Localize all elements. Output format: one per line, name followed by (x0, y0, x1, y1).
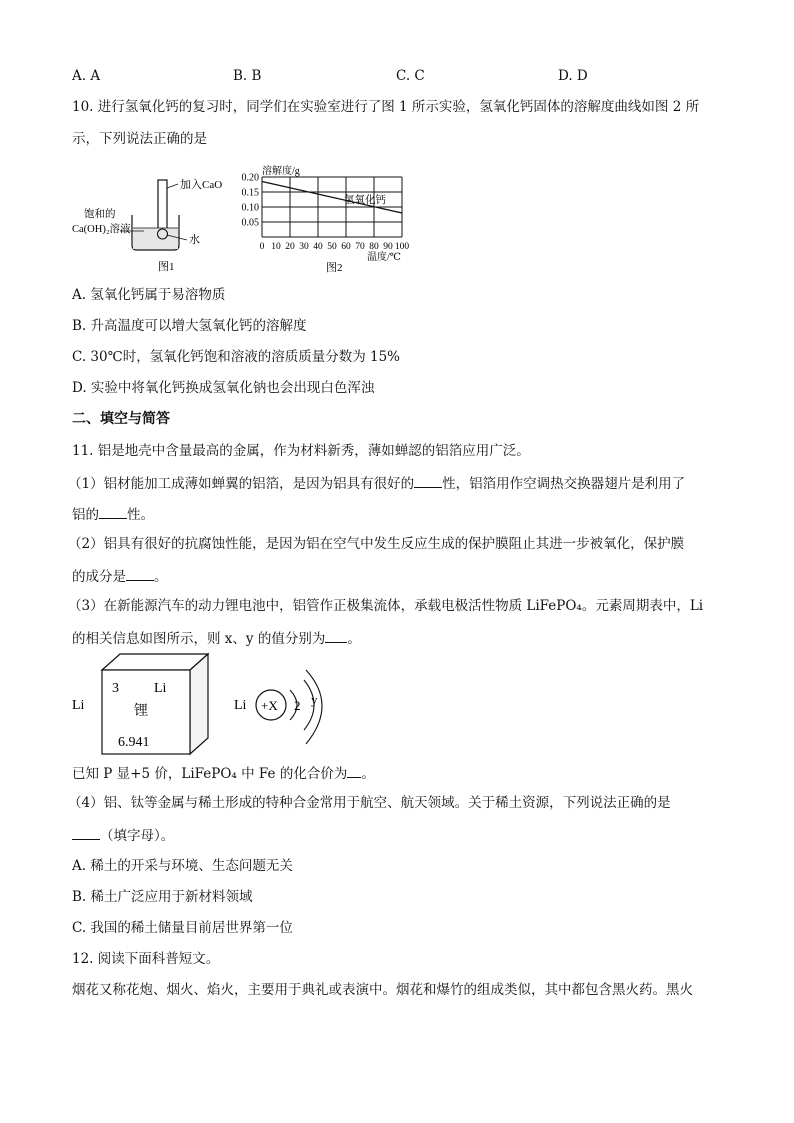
x-tick-label: 70 (355, 242, 365, 252)
answer-blank-5[interactable] (347, 763, 361, 778)
section-title: 二、填空与简答 (72, 411, 170, 427)
fig1-solution-label-2: Ca(OH)₂溶液 (72, 224, 131, 235)
atom-side-label: Li (234, 698, 247, 713)
fig1-caption: 图1 (158, 261, 175, 273)
chart-ylabel: 溶解度/g (262, 166, 300, 177)
x-tick-label: 30 (299, 242, 309, 252)
x-tick-label: 80 (369, 242, 379, 252)
x-tick-label: 50 (327, 242, 337, 252)
element-number: 3 (112, 681, 119, 696)
x-tick-label: 60 (341, 242, 351, 252)
chart-y-ticks (242, 173, 260, 229)
fig1-solution-label-1: 饱和的 (84, 209, 116, 220)
x-tick-label: 100 (394, 242, 410, 252)
q11-stem: 11. 铝是地壳中含量最高的金属，作为材料新秀，薄如蝉認的铝箔应用广泛。 (72, 443, 530, 459)
chart-xlabel: 温度/℃ (367, 252, 401, 263)
atom-nucleus-charge: +X (261, 698, 278, 713)
answer-blank-4[interactable] (325, 628, 347, 643)
option-c-prev: C. C (396, 68, 425, 84)
q10-option-d: D. 实验中将氧化钙换成氢氧化钠也会出现白色浑浊 (72, 380, 375, 396)
q11-part4-line2: （填字母）。 (72, 825, 174, 845)
element-symbol: Li (154, 681, 167, 696)
x-tick-label: 20 (285, 242, 295, 252)
fig1-water-label: 水 (189, 234, 200, 246)
q10-stem-line1: 10. 进行氢氧化钙的复习时，同学们在实验室进行了图 1 所示实验，氢氧化钙固体的溶解度曲线如图 2 所 (72, 99, 700, 115)
figure-2-solubility-chart (230, 165, 420, 275)
q11-part3-line3: 已知 P 显+5 价，LiFePO₄ 中 Fe 的化合价为 。 (72, 763, 375, 783)
y-tick-label: 0.20 (241, 172, 259, 184)
atom-inner-electrons: 2 (294, 698, 301, 713)
fig2-caption: 图2 (326, 262, 343, 274)
element-box-side (190, 654, 208, 754)
answer-blank-1[interactable] (414, 473, 442, 488)
option-a-prev: A. A (72, 68, 101, 84)
q11-part1-line2: 铝的 性。 (72, 504, 154, 524)
figure-1-beaker (72, 160, 232, 275)
q11-part1-line1: （1）铝材能加工成薄如蝉翼的铝箔，是因为铝具有很好的 性，铝箔用作空调热交换器翅片是利用了 (68, 473, 685, 493)
q11-part2-line2: 的成分是 。 (72, 566, 168, 586)
y-tick-label: 0.10 (241, 202, 259, 214)
q11-part4-line1: （4）铝、钛等金属与稀土形成的特种合金常用于航空、航天领域。关于稀土资源，下列说法正确的是 (68, 795, 671, 811)
q12-text-line1: 烟花又称花炮、烟火、焰火，主要用于典礼或表演中。烟花和爆竹的组成类似，其中都包含黑火药。黑火 (72, 982, 693, 998)
element-mass: 6.941 (118, 735, 150, 750)
answer-blank-2[interactable] (99, 504, 127, 519)
x-tick-label: 10 (271, 242, 281, 252)
x-tick-label: 90 (383, 242, 393, 252)
q11-part3-line2: 的相关信息如图所示，则 x、y 的值分别为 。 (72, 628, 361, 648)
element-name: 锂 (134, 704, 148, 719)
q11-part4-option-b: B. 稀土广泛应用于新材料领域 (72, 889, 253, 905)
x-tick-label: 40 (313, 242, 323, 252)
q11-part3-line1: （3）在新能源汽车的动力锂电池中，铝管作正极集流体，承载电极活性物质 LiFePO₄。元素周期表中，Li (68, 598, 704, 614)
option-b-prev: B. B (233, 68, 262, 84)
q11-part2-line1: （2）铝具有很好的抗腐蚀性能，是因为铝在空气中发生反应生成的保护膜阻止其进一步被氧化，保护膜 (68, 536, 685, 552)
chart-x-ticks (260, 242, 410, 252)
q10-option-c: C. 30℃时，氢氧化钙饱和溶液的溶质质量分数为 15% (72, 349, 401, 365)
pointer-add (167, 184, 178, 188)
fig1-add-label: 加入CaO (180, 179, 223, 191)
q11-part4-option-c: C. 我国的稀土储量目前居世界第一位 (72, 920, 293, 936)
q10-option-b: B. 升高温度可以增大氢氧化钙的溶解度 (72, 318, 307, 334)
answer-blank-6[interactable] (72, 825, 100, 840)
element-side-label: Li (72, 698, 85, 713)
q10-stem-line2: 示，下列说法正确的是 (72, 131, 207, 147)
answer-blank-3[interactable] (126, 566, 154, 581)
atom-outer-electrons: y (311, 692, 318, 707)
dropper-tube (158, 180, 167, 235)
chart-series-label: 氢氧化钙 (344, 195, 386, 206)
lithium-figure (68, 652, 348, 760)
x-tick-label: 0 (259, 242, 265, 252)
option-d-prev: D. D (558, 68, 588, 84)
q10-option-a: A. 氢氧化钙属于易溶物质 (72, 287, 226, 303)
y-tick-label: 0.05 (241, 217, 259, 229)
q11-part4-option-a: A. 稀土的开采与环境、生态问题无关 (72, 858, 293, 874)
y-tick-label: 0.15 (241, 187, 259, 199)
q12-stem: 12. 阅读下面科普短文。 (72, 951, 220, 967)
